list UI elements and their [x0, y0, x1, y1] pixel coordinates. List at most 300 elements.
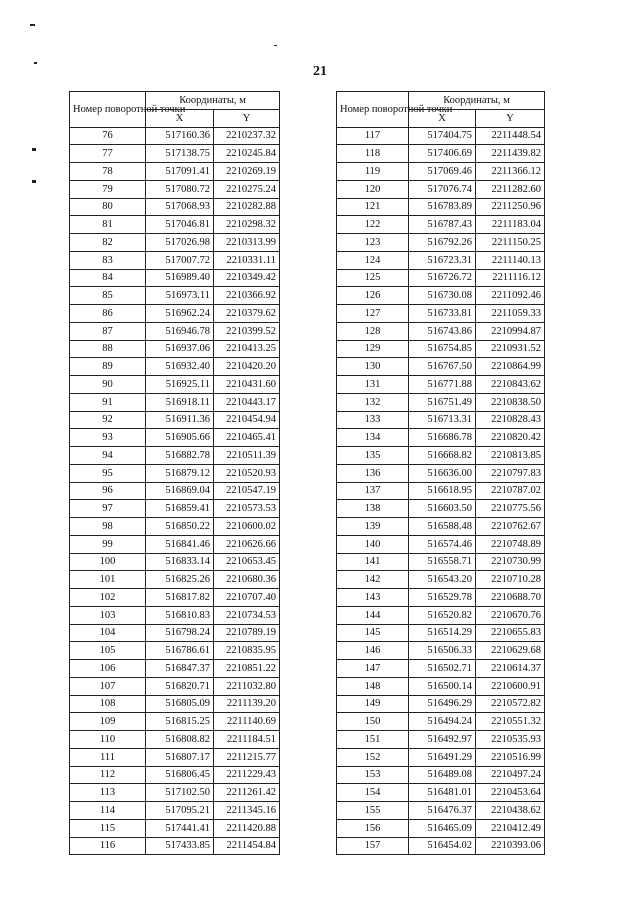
y-coordinate-cell: 2211420.88 [214, 819, 280, 837]
x-coordinate-cell: 516496.29 [409, 695, 476, 713]
x-coordinate-cell: 516494.24 [409, 713, 476, 731]
y-coordinate-cell: 2210680.36 [214, 571, 280, 589]
x-coordinate-cell: 517068.93 [146, 198, 214, 216]
table-row [70, 482, 280, 500]
y-coordinate-cell: 2210393.06 [476, 837, 545, 855]
y-coordinate-cell: 2210843.62 [476, 376, 545, 394]
x-coordinate-cell: 516833.14 [146, 553, 214, 571]
y-coordinate-cell: 2210710.28 [476, 571, 545, 589]
point-number-cell: 76 [70, 127, 146, 145]
point-number-cell: 85 [70, 287, 146, 305]
table-row [337, 677, 545, 695]
y-coordinate-cell: 2210245.84 [214, 145, 280, 163]
header-point-number: Номер поворотной точки [337, 92, 409, 128]
y-coordinate-cell: 2210516.99 [476, 748, 545, 766]
point-number-cell: 83 [70, 251, 146, 269]
point-number-cell: 123 [337, 234, 409, 252]
x-coordinate-cell: 516668.82 [409, 447, 476, 465]
table-row [337, 127, 545, 145]
table-row [70, 322, 280, 340]
table-row [337, 376, 545, 394]
table-row [70, 305, 280, 323]
y-coordinate-cell: 2210412.49 [476, 819, 545, 837]
point-number-cell: 95 [70, 464, 146, 482]
point-number-cell: 138 [337, 500, 409, 518]
table-row [337, 695, 545, 713]
y-coordinate-cell: 2210349.42 [214, 269, 280, 287]
point-number-cell: 125 [337, 269, 409, 287]
x-coordinate-cell: 516911.36 [146, 411, 214, 429]
table-row [70, 695, 280, 713]
y-coordinate-cell: 2210670.76 [476, 606, 545, 624]
y-coordinate-cell: 2211092.46 [476, 287, 545, 305]
point-number-cell: 142 [337, 571, 409, 589]
point-number-cell: 110 [70, 731, 146, 749]
point-number-cell: 137 [337, 482, 409, 500]
point-number-cell: 104 [70, 624, 146, 642]
point-number-cell: 115 [70, 819, 146, 837]
table-row [337, 553, 545, 571]
x-coordinate-cell: 516489.08 [409, 766, 476, 784]
point-number-cell: 157 [337, 837, 409, 855]
coordinates-table-left [69, 91, 280, 855]
table-row [337, 731, 545, 749]
table-row [70, 660, 280, 678]
x-coordinate-cell: 516588.48 [409, 518, 476, 536]
page-number: 21 [313, 64, 327, 79]
table-row [337, 411, 545, 429]
point-number-cell: 144 [337, 606, 409, 624]
y-coordinate-cell: 2210237.32 [214, 127, 280, 145]
y-coordinate-cell: 2211140.69 [214, 713, 280, 731]
point-number-cell: 86 [70, 305, 146, 323]
point-number-cell: 114 [70, 802, 146, 820]
table-body-left [70, 127, 280, 855]
table-row [337, 589, 545, 607]
table-row [70, 571, 280, 589]
y-coordinate-cell: 2211366.12 [476, 163, 545, 181]
x-coordinate-cell: 516502.71 [409, 660, 476, 678]
table-row [70, 464, 280, 482]
table-row [70, 216, 280, 234]
table-row [70, 766, 280, 784]
y-coordinate-cell: 2210465.41 [214, 429, 280, 447]
table-row [70, 589, 280, 607]
x-coordinate-cell: 516492.97 [409, 731, 476, 749]
y-coordinate-cell: 2211150.25 [476, 234, 545, 252]
point-number-cell: 148 [337, 677, 409, 695]
table-row [337, 234, 545, 252]
x-coordinate-cell: 516989.40 [146, 269, 214, 287]
x-coordinate-cell: 516514.29 [409, 624, 476, 642]
y-coordinate-cell: 2211032.80 [214, 677, 280, 695]
y-coordinate-cell: 2210572.82 [476, 695, 545, 713]
y-coordinate-cell: 2210835.95 [214, 642, 280, 660]
point-number-cell: 99 [70, 535, 146, 553]
point-number-cell: 87 [70, 322, 146, 340]
table-row [70, 731, 280, 749]
table-row [70, 340, 280, 358]
x-coordinate-cell: 516859.41 [146, 500, 214, 518]
table-row [337, 393, 545, 411]
x-coordinate-cell: 517046.81 [146, 216, 214, 234]
table-row [337, 251, 545, 269]
point-number-cell: 131 [337, 376, 409, 394]
table-row [337, 180, 545, 198]
point-number-cell: 105 [70, 642, 146, 660]
table-row [337, 447, 545, 465]
table-row [70, 251, 280, 269]
y-coordinate-cell: 2210864.99 [476, 358, 545, 376]
table-row [337, 571, 545, 589]
x-coordinate-cell: 516905.66 [146, 429, 214, 447]
x-coordinate-cell: 516946.78 [146, 322, 214, 340]
y-coordinate-cell: 2211139.20 [214, 695, 280, 713]
y-coordinate-cell: 2211261.42 [214, 784, 280, 802]
table-row [337, 305, 545, 323]
table-row [70, 553, 280, 571]
y-coordinate-cell: 2211229.43 [214, 766, 280, 784]
scan-speck [30, 24, 35, 26]
x-coordinate-cell: 516808.82 [146, 731, 214, 749]
table-row [337, 216, 545, 234]
y-coordinate-cell: 2210454.94 [214, 411, 280, 429]
table-row [337, 819, 545, 837]
x-coordinate-cell: 516806.45 [146, 766, 214, 784]
point-number-cell: 141 [337, 553, 409, 571]
header-coordinates: Координаты, м [409, 92, 545, 110]
y-coordinate-cell: 2210655.83 [476, 624, 545, 642]
x-coordinate-cell: 516529.78 [409, 589, 476, 607]
scan-speck [32, 180, 36, 183]
x-coordinate-cell: 517076.74 [409, 180, 476, 198]
point-number-cell: 80 [70, 198, 146, 216]
point-number-cell: 82 [70, 234, 146, 252]
point-number-cell: 113 [70, 784, 146, 802]
x-coordinate-cell: 516491.29 [409, 748, 476, 766]
table-row [70, 624, 280, 642]
table-row [70, 802, 280, 820]
point-number-cell: 154 [337, 784, 409, 802]
table-row [70, 358, 280, 376]
x-coordinate-cell: 516500.14 [409, 677, 476, 695]
x-coordinate-cell: 516636.00 [409, 464, 476, 482]
point-number-cell: 102 [70, 589, 146, 607]
y-coordinate-cell: 2211059.33 [476, 305, 545, 323]
y-coordinate-cell: 2210535.93 [476, 731, 545, 749]
x-coordinate-cell: 516882.78 [146, 447, 214, 465]
y-coordinate-cell: 2210813.85 [476, 447, 545, 465]
y-coordinate-cell: 2210730.99 [476, 553, 545, 571]
x-coordinate-cell: 516730.08 [409, 287, 476, 305]
y-coordinate-cell: 2210438.62 [476, 802, 545, 820]
x-coordinate-cell: 516771.88 [409, 376, 476, 394]
x-coordinate-cell: 516847.37 [146, 660, 214, 678]
y-coordinate-cell: 2210787.02 [476, 482, 545, 500]
table-row [70, 500, 280, 518]
point-number-cell: 127 [337, 305, 409, 323]
y-coordinate-cell: 2211448.54 [476, 127, 545, 145]
table-row [337, 464, 545, 482]
y-coordinate-cell: 2210789.19 [214, 624, 280, 642]
point-number-cell: 128 [337, 322, 409, 340]
point-number-cell: 156 [337, 819, 409, 837]
x-coordinate-cell: 516574.46 [409, 535, 476, 553]
x-coordinate-cell: 517160.36 [146, 127, 214, 145]
x-coordinate-cell: 516743.86 [409, 322, 476, 340]
table-row [70, 535, 280, 553]
table-row [337, 340, 545, 358]
y-coordinate-cell: 2211454.84 [214, 837, 280, 855]
point-number-cell: 81 [70, 216, 146, 234]
point-number-cell: 96 [70, 482, 146, 500]
point-number-cell: 155 [337, 802, 409, 820]
x-coordinate-cell: 516937.06 [146, 340, 214, 358]
table-row [337, 784, 545, 802]
table-row [70, 269, 280, 287]
scan-speck [32, 148, 36, 151]
point-number-cell: 121 [337, 198, 409, 216]
table-row [337, 322, 545, 340]
y-coordinate-cell: 2210614.37 [476, 660, 545, 678]
point-number-cell: 129 [337, 340, 409, 358]
point-number-cell: 147 [337, 660, 409, 678]
table-row [337, 500, 545, 518]
x-coordinate-cell: 516454.02 [409, 837, 476, 855]
point-number-cell: 98 [70, 518, 146, 536]
x-coordinate-cell: 516481.01 [409, 784, 476, 802]
point-number-cell: 90 [70, 376, 146, 394]
y-coordinate-cell: 2210551.32 [476, 713, 545, 731]
table-row [337, 624, 545, 642]
table-row [70, 393, 280, 411]
table-row [70, 606, 280, 624]
point-number-cell: 152 [337, 748, 409, 766]
x-coordinate-cell: 516733.81 [409, 305, 476, 323]
y-coordinate-cell: 2210511.39 [214, 447, 280, 465]
y-coordinate-cell: 2210366.92 [214, 287, 280, 305]
x-coordinate-cell: 516713.31 [409, 411, 476, 429]
y-coordinate-cell: 2210497.24 [476, 766, 545, 784]
table-row [70, 376, 280, 394]
y-coordinate-cell: 2211250.96 [476, 198, 545, 216]
y-coordinate-cell: 2210520.93 [214, 464, 280, 482]
point-number-cell: 150 [337, 713, 409, 731]
point-number-cell: 94 [70, 447, 146, 465]
point-number-cell: 151 [337, 731, 409, 749]
point-number-cell: 133 [337, 411, 409, 429]
y-coordinate-cell: 2211140.13 [476, 251, 545, 269]
point-number-cell: 116 [70, 837, 146, 855]
x-coordinate-cell: 516476.37 [409, 802, 476, 820]
point-number-cell: 93 [70, 429, 146, 447]
table-row [337, 766, 545, 784]
table-row [337, 748, 545, 766]
x-coordinate-cell: 517095.21 [146, 802, 214, 820]
table-row [70, 784, 280, 802]
point-number-cell: 84 [70, 269, 146, 287]
y-coordinate-cell: 2210762.67 [476, 518, 545, 536]
point-number-cell: 111 [70, 748, 146, 766]
point-number-cell: 153 [337, 766, 409, 784]
point-number-cell: 108 [70, 695, 146, 713]
x-coordinate-cell: 516815.25 [146, 713, 214, 731]
table-row [70, 518, 280, 536]
x-coordinate-cell: 516879.12 [146, 464, 214, 482]
y-coordinate-cell: 2211215.77 [214, 748, 280, 766]
table-row [70, 677, 280, 695]
point-number-cell: 130 [337, 358, 409, 376]
table-row [70, 234, 280, 252]
x-coordinate-cell: 517404.75 [409, 127, 476, 145]
y-coordinate-cell: 2211116.12 [476, 269, 545, 287]
x-coordinate-cell: 516754.85 [409, 340, 476, 358]
y-coordinate-cell: 2210600.91 [476, 677, 545, 695]
x-coordinate-cell: 516817.82 [146, 589, 214, 607]
table-row [70, 642, 280, 660]
x-coordinate-cell: 516558.71 [409, 553, 476, 571]
table-row [70, 429, 280, 447]
point-number-cell: 97 [70, 500, 146, 518]
table-row [337, 535, 545, 553]
x-coordinate-cell: 516783.89 [409, 198, 476, 216]
x-coordinate-cell: 516787.43 [409, 216, 476, 234]
y-coordinate-cell: 2210420.20 [214, 358, 280, 376]
y-coordinate-cell: 2210547.19 [214, 482, 280, 500]
x-coordinate-cell: 516767.50 [409, 358, 476, 376]
table-row [337, 145, 545, 163]
coordinates-table-right [336, 91, 545, 855]
point-number-cell: 134 [337, 429, 409, 447]
y-coordinate-cell: 2210443.17 [214, 393, 280, 411]
y-coordinate-cell: 2211345.16 [214, 802, 280, 820]
y-coordinate-cell: 2210820.42 [476, 429, 545, 447]
y-coordinate-cell: 2210413.25 [214, 340, 280, 358]
y-coordinate-cell: 2210797.83 [476, 464, 545, 482]
x-coordinate-cell: 517080.72 [146, 180, 214, 198]
y-coordinate-cell: 2211282.60 [476, 180, 545, 198]
table-row [70, 163, 280, 181]
x-coordinate-cell: 516792.26 [409, 234, 476, 252]
table-row [337, 269, 545, 287]
header-y: Y [476, 109, 545, 127]
x-coordinate-cell: 517007.72 [146, 251, 214, 269]
table-row [337, 429, 545, 447]
table-row [70, 713, 280, 731]
y-coordinate-cell: 2210748.89 [476, 535, 545, 553]
x-coordinate-cell: 517102.50 [146, 784, 214, 802]
table-row [337, 837, 545, 855]
y-coordinate-cell: 2210828.43 [476, 411, 545, 429]
point-number-cell: 146 [337, 642, 409, 660]
table-row [70, 819, 280, 837]
table-row [337, 802, 545, 820]
y-coordinate-cell: 2210282.88 [214, 198, 280, 216]
point-number-cell: 79 [70, 180, 146, 198]
x-coordinate-cell: 516820.71 [146, 677, 214, 695]
table-body-right [337, 127, 545, 855]
x-coordinate-cell: 517138.75 [146, 145, 214, 163]
table-row [70, 748, 280, 766]
x-coordinate-cell: 516850.22 [146, 518, 214, 536]
point-number-cell: 103 [70, 606, 146, 624]
point-number-cell: 140 [337, 535, 409, 553]
header-x: X [146, 109, 214, 127]
x-coordinate-cell: 516825.26 [146, 571, 214, 589]
point-number-cell: 112 [70, 766, 146, 784]
y-coordinate-cell: 2210431.60 [214, 376, 280, 394]
x-coordinate-cell: 516723.31 [409, 251, 476, 269]
y-coordinate-cell: 2210399.52 [214, 322, 280, 340]
y-coordinate-cell: 2211184.51 [214, 731, 280, 749]
table-row [337, 163, 545, 181]
y-coordinate-cell: 2210600.02 [214, 518, 280, 536]
table-row [337, 518, 545, 536]
y-coordinate-cell: 2210994.87 [476, 322, 545, 340]
table-row [70, 180, 280, 198]
y-coordinate-cell: 2210313.99 [214, 234, 280, 252]
point-number-cell: 139 [337, 518, 409, 536]
point-number-cell: 135 [337, 447, 409, 465]
point-number-cell: 126 [337, 287, 409, 305]
y-coordinate-cell: 2210626.66 [214, 535, 280, 553]
point-number-cell: 88 [70, 340, 146, 358]
x-coordinate-cell: 516918.11 [146, 393, 214, 411]
y-coordinate-cell: 2210734.53 [214, 606, 280, 624]
x-coordinate-cell: 516805.09 [146, 695, 214, 713]
x-coordinate-cell: 516543.20 [409, 571, 476, 589]
header-y: Y [214, 109, 280, 127]
y-coordinate-cell: 2210629.68 [476, 642, 545, 660]
x-coordinate-cell: 516973.11 [146, 287, 214, 305]
x-coordinate-cell: 516726.72 [409, 269, 476, 287]
point-number-cell: 107 [70, 677, 146, 695]
point-number-cell: 101 [70, 571, 146, 589]
x-coordinate-cell: 516925.11 [146, 376, 214, 394]
y-coordinate-cell: 2210707.40 [214, 589, 280, 607]
table-row [70, 411, 280, 429]
x-coordinate-cell: 516798.24 [146, 624, 214, 642]
header-point-number: Номер поворотной точки [70, 92, 146, 128]
table-row [337, 358, 545, 376]
header-coordinates: Координаты, м [146, 92, 280, 110]
point-number-cell: 77 [70, 145, 146, 163]
point-number-cell: 109 [70, 713, 146, 731]
point-number-cell: 89 [70, 358, 146, 376]
table-row [70, 837, 280, 855]
point-number-cell: 120 [337, 180, 409, 198]
x-coordinate-cell: 516962.24 [146, 305, 214, 323]
point-number-cell: 145 [337, 624, 409, 642]
y-coordinate-cell: 2210331.11 [214, 251, 280, 269]
y-coordinate-cell: 2210298.32 [214, 216, 280, 234]
y-coordinate-cell: 2210275.24 [214, 180, 280, 198]
x-coordinate-cell: 516520.82 [409, 606, 476, 624]
x-coordinate-cell: 516786.61 [146, 642, 214, 660]
y-coordinate-cell: 2210688.70 [476, 589, 545, 607]
point-number-cell: 143 [337, 589, 409, 607]
table-row [337, 198, 545, 216]
y-coordinate-cell: 2210931.52 [476, 340, 545, 358]
x-coordinate-cell: 516751.49 [409, 393, 476, 411]
x-coordinate-cell: 517069.46 [409, 163, 476, 181]
table-row [337, 287, 545, 305]
x-coordinate-cell: 516465.09 [409, 819, 476, 837]
table-row [337, 642, 545, 660]
y-coordinate-cell: 2210453.64 [476, 784, 545, 802]
point-number-cell: 149 [337, 695, 409, 713]
point-number-cell: 91 [70, 393, 146, 411]
